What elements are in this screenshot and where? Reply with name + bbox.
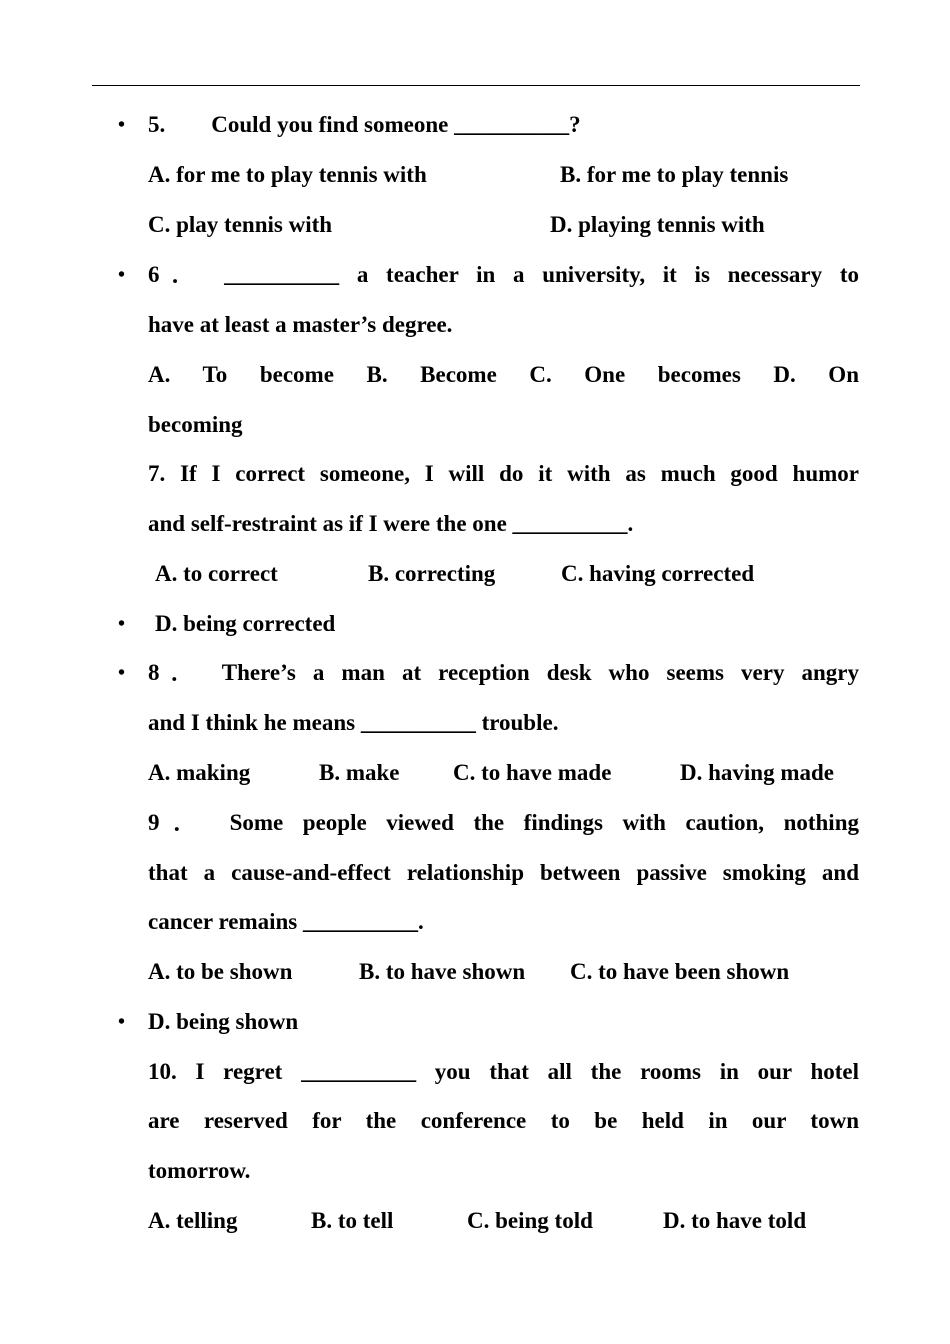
q7-option-a: A. to correct	[155, 561, 278, 586]
q7-options-abc	[148, 549, 859, 599]
q7-option-d-line	[148, 599, 859, 649]
q5-option-d: D. playing tennis with	[550, 212, 765, 237]
q9-option-b: B. to have shown	[359, 959, 526, 984]
q5-option-a: A. for me to play tennis with	[148, 162, 427, 187]
q8-option-b: B. make	[319, 760, 400, 785]
q10-option-c: C. being told	[467, 1208, 593, 1233]
q9-stem-line3: cancer remains __________.	[148, 909, 424, 934]
bullet-icon: •	[118, 1011, 126, 1033]
q10-option-b: B. to tell	[311, 1208, 394, 1233]
q6-options: A. To become B. Become C. One becomes D. On	[148, 362, 859, 387]
bullet-icon: •	[118, 264, 126, 286]
q8-stem-line2: and I think he means __________ trouble.	[148, 710, 559, 735]
header-rule	[92, 85, 860, 86]
q9-options-abc	[148, 947, 859, 997]
q7-option-c: C. having corrected	[561, 561, 755, 586]
q9-stem-line1: 9． Some people viewed the findings with caution, nothing	[148, 810, 859, 835]
q9-option-d: D. being shown	[148, 1009, 299, 1034]
q8-option-d: D. having made	[680, 760, 834, 785]
q5-stem	[148, 100, 859, 150]
bullet-icon: •	[118, 613, 126, 635]
q5-options-cd	[148, 200, 859, 250]
q6-stem-line1: 6． __________ a teacher in a university, it is necessary to	[148, 262, 859, 287]
q5-option-b: B. for me to play tennis	[560, 162, 789, 187]
q8-options	[148, 748, 859, 798]
q7-option-b: B. correcting	[368, 561, 496, 586]
q5-options-ab	[148, 150, 859, 200]
q5-stem-text: 5. Could you find someone __________?	[148, 112, 581, 137]
q6-options-wrap: becoming	[148, 412, 243, 437]
q9-option-a: A. to be shown	[148, 959, 293, 984]
q9-option-d-line	[148, 997, 859, 1047]
q7-option-d: D. being corrected	[155, 611, 336, 636]
q8-option-a: A. making	[148, 760, 251, 785]
q10-options	[148, 1196, 859, 1246]
q8-stem-line1: 8． There’s a man at reception desk who seems very angry	[148, 660, 859, 685]
q6-stem-line2: have at least a master’s degree.	[148, 312, 453, 337]
q7-stem-line1: 7. If I correct someone, I will do it with as much good humor	[148, 461, 859, 486]
q7-stem-line2: and self-restraint as if I were the one __________.	[148, 511, 634, 536]
bullet-icon: •	[118, 662, 126, 684]
bullet-icon: •	[118, 114, 126, 136]
q10-stem-line2: are reserved for the conference to be held in our town	[148, 1108, 859, 1133]
q5-option-c: C. play tennis with	[148, 212, 333, 237]
q10-option-a: A. telling	[148, 1208, 238, 1233]
q8-option-c: C. to have made	[453, 760, 612, 785]
q10-stem-line1: 10. I regret __________ you that all the rooms in our hotel	[148, 1059, 859, 1084]
q9-stem-line2: that a cause-and-effect relationship between passive smoking and	[148, 860, 859, 885]
q10-stem-line3: tomorrow.	[148, 1158, 251, 1183]
q9-option-c: C. to have been shown	[570, 959, 790, 984]
q10-option-d: D. to have told	[663, 1208, 807, 1233]
